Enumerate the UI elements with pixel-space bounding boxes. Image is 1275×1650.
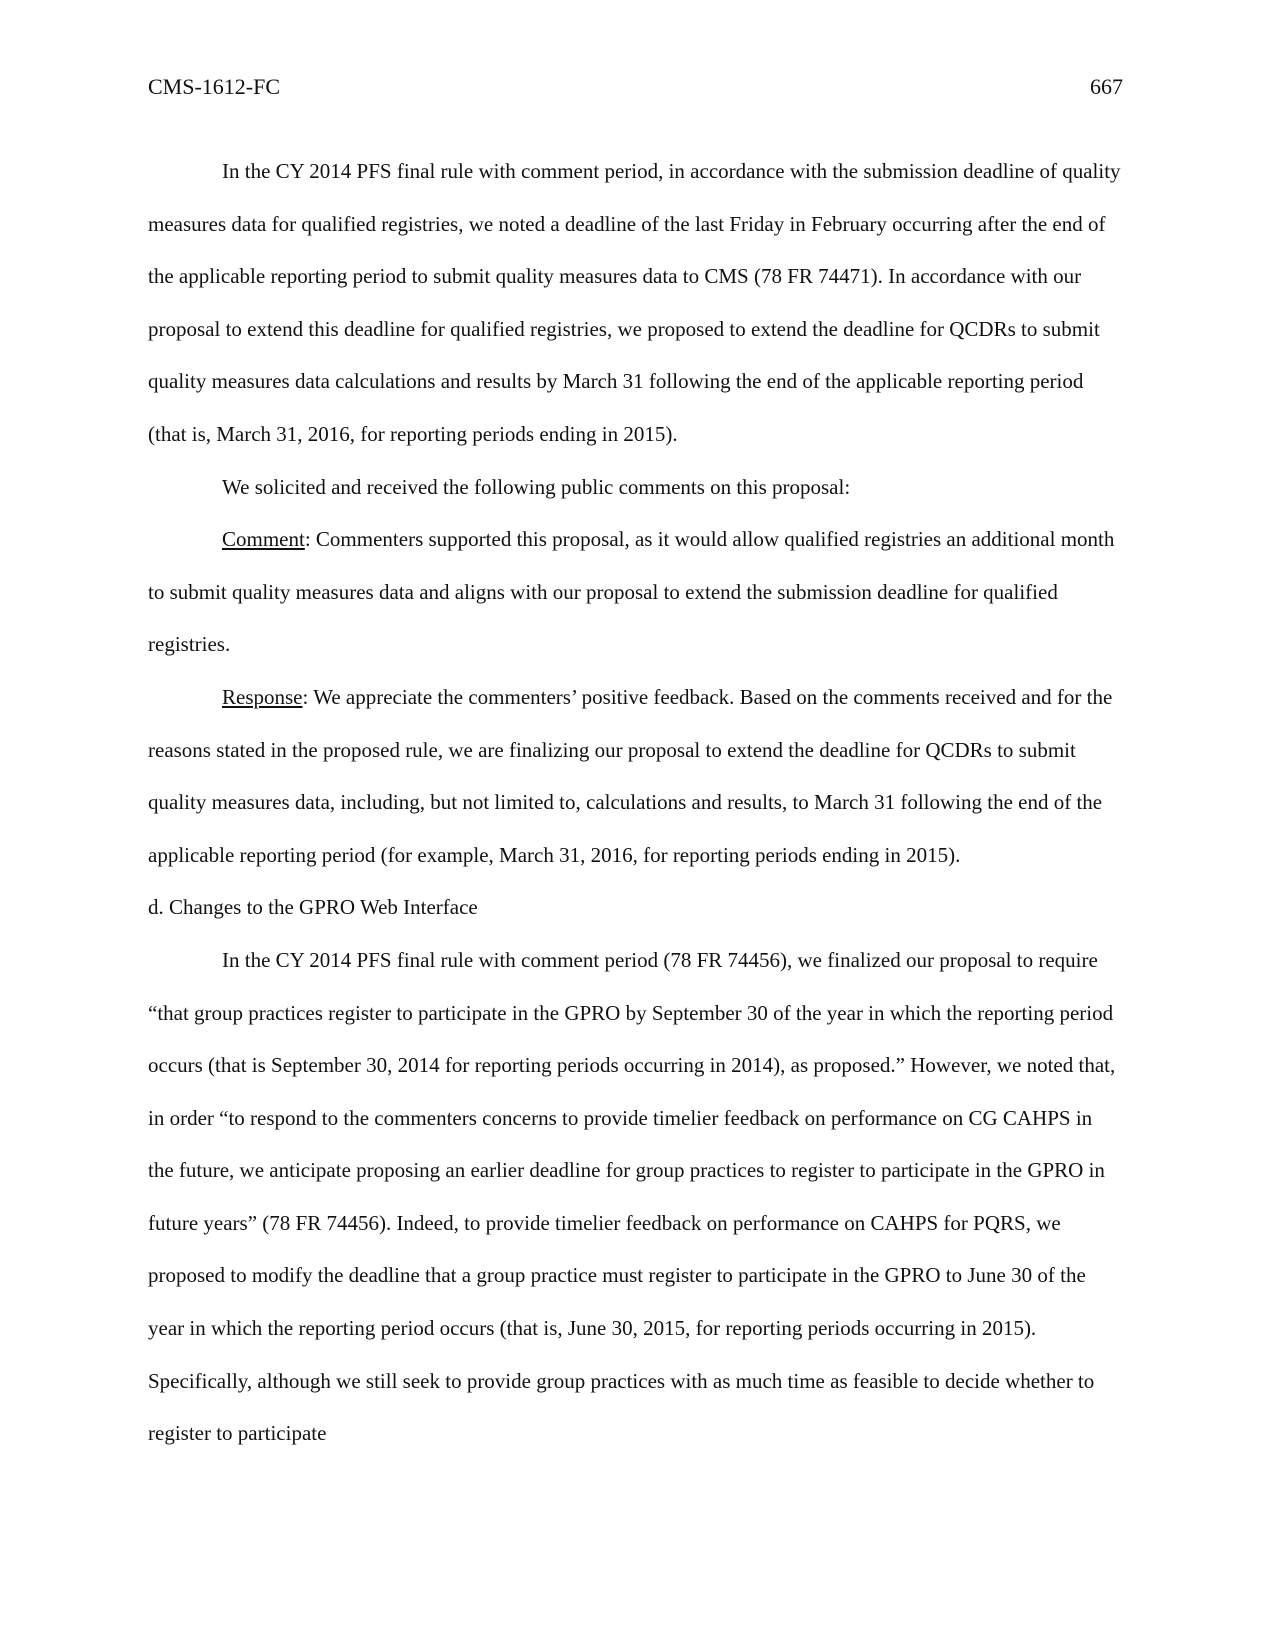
document-id: CMS-1612-FC [148,74,281,99]
response-label: Response [222,684,303,709]
paragraph-response [148,671,1123,881]
paragraph-comment [148,513,1123,671]
document-body [148,145,1123,1460]
paragraph-gpro-deadline: In the CY 2014 PFS final rule with comment period (78 FR 74456), we finalized our proposal to require “that group practices register to participate in the GPRO by September 30 of the year in which the reporting period occurs (that is September 30, 2014 for reporting periods occurring in 2014), as proposed.” However, we noted that, in order “to respond to the commenters concerns to provide timelier feedback on performance on CG CAHPS in the future, we anticipate proposing an earlier deadline for group practices to register to participate in the GPRO in future years” (78 FR 74456). Indeed, to provide timelier feedback on performance on CAHPS for PQRS, we proposed to modify the deadline that a group practice must register to participate in the GPRO to June 30 of the year in which the reporting period occurs (that is, June 30, 2015, for reporting periods occurring in 2015). Specifically, although we still seek to provide group practices with as much time as feasible to decide whether to register to participate [148,947,1116,1446]
comment-text: : Commenters supported this proposal, as it would allow qualified registries an additional month to submit quality measures data and aligns with our proposal to extend the submission deadline for qualified registries. [148,527,1115,657]
page-header [148,72,1123,102]
response-text: : We appreciate the commenters’ positive feedback. Based on the comments received and for the reasons stated in the proposed rule, we are finalizing our proposal to extend the deadline for QCDRs to submit quality measures data, including, but not limited to, calculations and results, to March 31 following the end of the applicable reporting period (for example, March 31, 2016, for reporting periods ending in 2015). [148,684,1113,867]
paragraph-deadline-background: In the CY 2014 PFS final rule with comment period, in accordance with the submission deadline of quality measures data for qualified registries, we noted a deadline of the last Friday in February occurring after the end of the applicable reporting period to submit quality measures data to CMS (78 FR 74471). In accordance with our proposal to extend this deadline for qualified registries, we proposed to extend the deadline for QCDRs to submit quality measures data calculations and results by March 31 following the end of the applicable reporting period (that is, March 31, 2016, for reporting periods ending in 2015). [148,159,1121,446]
comment-label: Comment [222,527,305,552]
paragraph-comments-intro: We solicited and received the following public comments on this proposal: [222,474,851,499]
page-number: 667 [1090,74,1123,99]
section-heading: d. Changes to the GPRO Web Interface [148,895,478,920]
